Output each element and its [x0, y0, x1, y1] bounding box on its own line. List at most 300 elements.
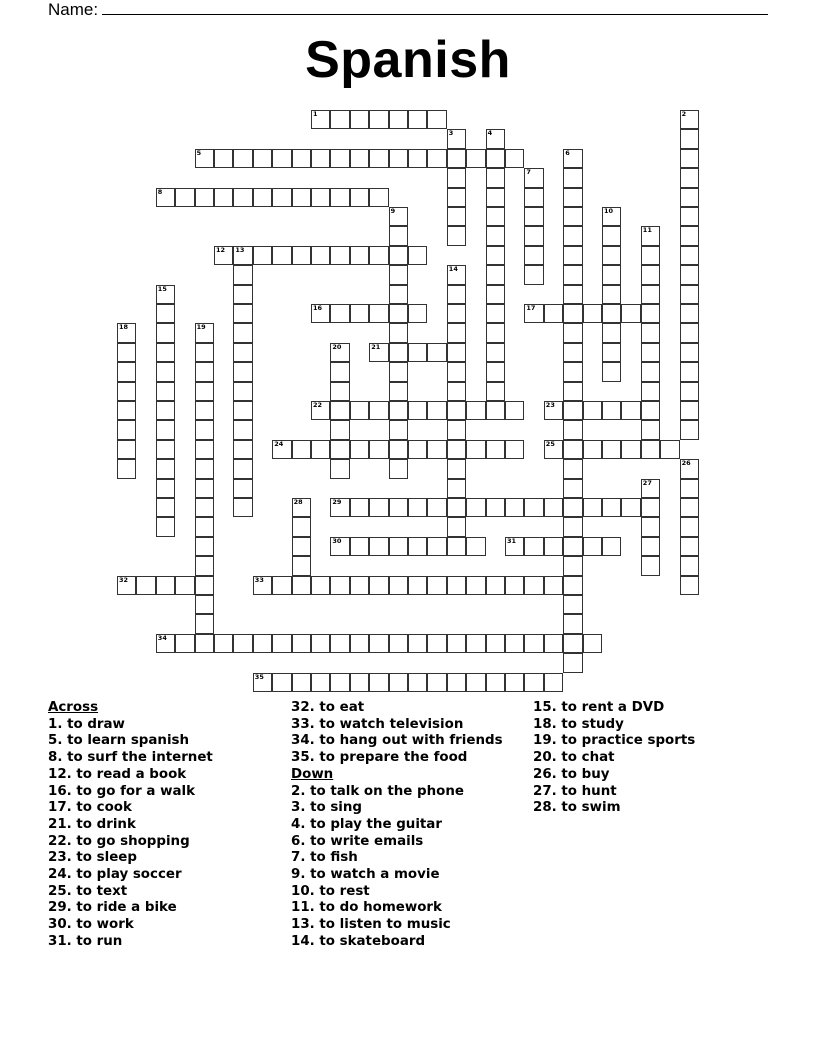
grid-cell[interactable]	[505, 634, 524, 653]
grid-cell[interactable]	[233, 362, 252, 381]
grid-cell[interactable]	[195, 537, 214, 556]
grid-cell[interactable]	[117, 382, 136, 401]
grid-cell[interactable]	[621, 498, 640, 517]
grid-cell[interactable]	[195, 440, 214, 459]
grid-cell[interactable]	[602, 207, 621, 226]
grid-cell[interactable]	[389, 459, 408, 478]
grid-cell[interactable]	[486, 634, 505, 653]
grid-cell[interactable]	[486, 498, 505, 517]
grid-cell[interactable]	[486, 304, 505, 323]
grid-cell[interactable]	[680, 168, 699, 187]
grid-cell[interactable]	[486, 382, 505, 401]
grid-cell[interactable]	[680, 479, 699, 498]
grid-cell[interactable]	[156, 285, 175, 304]
grid-cell[interactable]	[563, 304, 582, 323]
grid-cell[interactable]	[524, 265, 543, 284]
grid-cell[interactable]	[602, 323, 621, 342]
grid-cell[interactable]	[389, 343, 408, 362]
grid-cell[interactable]	[563, 285, 582, 304]
grid-cell[interactable]	[369, 537, 388, 556]
grid-cell[interactable]	[486, 576, 505, 595]
grid-cell[interactable]	[389, 673, 408, 692]
grid-cell[interactable]	[369, 401, 388, 420]
grid-cell[interactable]	[427, 440, 446, 459]
grid-cell[interactable]	[486, 207, 505, 226]
grid-cell[interactable]	[563, 517, 582, 536]
grid-cell[interactable]	[408, 343, 427, 362]
grid-cell[interactable]	[486, 323, 505, 342]
grid-cell[interactable]	[195, 498, 214, 517]
grid-cell[interactable]	[544, 304, 563, 323]
grid-cell[interactable]	[427, 498, 446, 517]
grid-cell[interactable]	[292, 517, 311, 536]
grid-cell[interactable]	[330, 401, 349, 420]
grid-cell[interactable]	[447, 188, 466, 207]
grid-cell[interactable]	[641, 556, 660, 575]
grid-cell[interactable]	[233, 634, 252, 653]
grid-cell[interactable]	[214, 246, 233, 265]
grid-cell[interactable]	[602, 304, 621, 323]
grid-cell[interactable]	[641, 343, 660, 362]
grid-cell[interactable]	[505, 537, 524, 556]
grid-cell[interactable]	[641, 246, 660, 265]
grid-cell[interactable]	[175, 634, 194, 653]
grid-cell[interactable]	[563, 440, 582, 459]
grid-cell[interactable]	[641, 401, 660, 420]
grid-cell[interactable]	[563, 420, 582, 439]
grid-cell[interactable]	[272, 149, 291, 168]
grid-cell[interactable]	[350, 246, 369, 265]
grid-cell[interactable]	[350, 188, 369, 207]
grid-cell[interactable]	[427, 673, 446, 692]
grid-cell[interactable]	[330, 673, 349, 692]
grid-cell[interactable]	[680, 149, 699, 168]
grid-cell[interactable]	[641, 517, 660, 536]
grid-cell[interactable]	[486, 246, 505, 265]
grid-cell[interactable]	[350, 576, 369, 595]
grid-cell[interactable]	[253, 673, 272, 692]
grid-cell[interactable]	[389, 537, 408, 556]
grid-cell[interactable]	[330, 459, 349, 478]
grid-cell[interactable]	[524, 537, 543, 556]
grid-cell[interactable]	[447, 440, 466, 459]
grid-cell[interactable]	[602, 537, 621, 556]
grid-cell[interactable]	[117, 576, 136, 595]
grid-cell[interactable]	[195, 362, 214, 381]
grid-cell[interactable]	[486, 129, 505, 148]
grid-cell[interactable]	[330, 382, 349, 401]
grid-cell[interactable]	[466, 537, 485, 556]
grid-cell[interactable]	[389, 440, 408, 459]
grid-cell[interactable]	[369, 110, 388, 129]
grid-cell[interactable]	[350, 110, 369, 129]
grid-cell[interactable]	[253, 246, 272, 265]
grid-cell[interactable]	[156, 188, 175, 207]
grid-cell[interactable]	[272, 673, 291, 692]
grid-cell[interactable]	[330, 304, 349, 323]
grid-cell[interactable]	[233, 188, 252, 207]
grid-cell[interactable]	[233, 498, 252, 517]
grid-cell[interactable]	[466, 673, 485, 692]
grid-cell[interactable]	[408, 634, 427, 653]
grid-cell[interactable]	[233, 323, 252, 342]
grid-cell[interactable]	[486, 149, 505, 168]
grid-cell[interactable]	[330, 576, 349, 595]
grid-cell[interactable]	[272, 188, 291, 207]
grid-cell[interactable]	[369, 149, 388, 168]
grid-cell[interactable]	[641, 479, 660, 498]
grid-cell[interactable]	[389, 285, 408, 304]
grid-cell[interactable]	[447, 343, 466, 362]
grid-cell[interactable]	[233, 304, 252, 323]
grid-cell[interactable]	[427, 149, 446, 168]
grid-cell[interactable]	[680, 420, 699, 439]
grid-cell[interactable]	[466, 576, 485, 595]
grid-cell[interactable]	[292, 498, 311, 517]
grid-cell[interactable]	[505, 440, 524, 459]
grid-cell[interactable]	[330, 362, 349, 381]
grid-cell[interactable]	[563, 362, 582, 381]
grid-cell[interactable]	[563, 614, 582, 633]
grid-cell[interactable]	[156, 440, 175, 459]
grid-cell[interactable]	[583, 498, 602, 517]
grid-cell[interactable]	[680, 401, 699, 420]
grid-cell[interactable]	[563, 595, 582, 614]
grid-cell[interactable]	[330, 498, 349, 517]
grid-cell[interactable]	[389, 110, 408, 129]
grid-cell[interactable]	[389, 420, 408, 439]
grid-cell[interactable]	[389, 498, 408, 517]
grid-cell[interactable]	[602, 343, 621, 362]
grid-cell[interactable]	[233, 459, 252, 478]
grid-cell[interactable]	[156, 362, 175, 381]
grid-cell[interactable]	[389, 401, 408, 420]
grid-cell[interactable]	[156, 343, 175, 362]
grid-cell[interactable]	[447, 168, 466, 187]
grid-cell[interactable]	[680, 226, 699, 245]
grid-cell[interactable]	[350, 149, 369, 168]
grid-cell[interactable]	[214, 634, 233, 653]
grid-cell[interactable]	[447, 517, 466, 536]
grid-cell[interactable]	[563, 246, 582, 265]
grid-cell[interactable]	[369, 304, 388, 323]
grid-cell[interactable]	[330, 149, 349, 168]
grid-cell[interactable]	[195, 614, 214, 633]
grid-cell[interactable]	[311, 188, 330, 207]
grid-cell[interactable]	[175, 188, 194, 207]
grid-cell[interactable]	[389, 304, 408, 323]
grid-cell[interactable]	[583, 304, 602, 323]
grid-cell[interactable]	[156, 517, 175, 536]
grid-cell[interactable]	[680, 110, 699, 129]
grid-cell[interactable]	[408, 673, 427, 692]
grid-cell[interactable]	[524, 304, 543, 323]
grid-cell[interactable]	[524, 576, 543, 595]
grid-cell[interactable]	[505, 401, 524, 420]
grid-cell[interactable]	[389, 246, 408, 265]
grid-cell[interactable]	[583, 440, 602, 459]
grid-cell[interactable]	[563, 537, 582, 556]
grid-cell[interactable]	[563, 556, 582, 575]
grid-cell[interactable]	[195, 188, 214, 207]
grid-cell[interactable]	[680, 517, 699, 536]
grid-cell[interactable]	[369, 634, 388, 653]
grid-cell[interactable]	[233, 440, 252, 459]
grid-cell[interactable]	[563, 634, 582, 653]
grid-cell[interactable]	[156, 401, 175, 420]
grid-cell[interactable]	[330, 634, 349, 653]
grid-cell[interactable]	[195, 323, 214, 342]
grid-cell[interactable]	[195, 576, 214, 595]
grid-cell[interactable]	[447, 226, 466, 245]
grid-cell[interactable]	[292, 246, 311, 265]
grid-cell[interactable]	[311, 634, 330, 653]
grid-cell[interactable]	[466, 498, 485, 517]
grid-cell[interactable]	[408, 440, 427, 459]
grid-cell[interactable]	[272, 576, 291, 595]
grid-cell[interactable]	[602, 362, 621, 381]
grid-cell[interactable]	[583, 537, 602, 556]
grid-cell[interactable]	[524, 168, 543, 187]
grid-cell[interactable]	[253, 149, 272, 168]
grid-cell[interactable]	[195, 420, 214, 439]
grid-cell[interactable]	[427, 576, 446, 595]
grid-cell[interactable]	[447, 576, 466, 595]
grid-cell[interactable]	[389, 634, 408, 653]
grid-cell[interactable]	[292, 673, 311, 692]
grid-cell[interactable]	[195, 634, 214, 653]
grid-cell[interactable]	[447, 459, 466, 478]
grid-cell[interactable]	[680, 556, 699, 575]
grid-cell[interactable]	[350, 440, 369, 459]
grid-cell[interactable]	[563, 226, 582, 245]
grid-cell[interactable]	[427, 110, 446, 129]
grid-cell[interactable]	[563, 653, 582, 672]
grid-cell[interactable]	[680, 498, 699, 517]
grid-cell[interactable]	[253, 576, 272, 595]
grid-cell[interactable]	[544, 673, 563, 692]
grid-cell[interactable]	[117, 440, 136, 459]
grid-cell[interactable]	[486, 188, 505, 207]
grid-cell[interactable]	[350, 401, 369, 420]
grid-cell[interactable]	[544, 576, 563, 595]
grid-cell[interactable]	[680, 207, 699, 226]
grid-cell[interactable]	[447, 304, 466, 323]
grid-cell[interactable]	[583, 401, 602, 420]
grid-cell[interactable]	[466, 401, 485, 420]
grid-cell[interactable]	[563, 382, 582, 401]
grid-cell[interactable]	[233, 246, 252, 265]
grid-cell[interactable]	[447, 149, 466, 168]
grid-cell[interactable]	[350, 498, 369, 517]
grid-cell[interactable]	[175, 576, 194, 595]
grid-cell[interactable]	[486, 362, 505, 381]
grid-cell[interactable]	[563, 459, 582, 478]
grid-cell[interactable]	[680, 537, 699, 556]
grid-cell[interactable]	[233, 401, 252, 420]
grid-cell[interactable]	[563, 498, 582, 517]
grid-cell[interactable]	[660, 440, 679, 459]
grid-cell[interactable]	[602, 401, 621, 420]
grid-cell[interactable]	[602, 498, 621, 517]
grid-cell[interactable]	[602, 440, 621, 459]
grid-cell[interactable]	[466, 149, 485, 168]
grid-cell[interactable]	[156, 479, 175, 498]
grid-cell[interactable]	[311, 440, 330, 459]
grid-cell[interactable]	[641, 285, 660, 304]
grid-cell[interactable]	[447, 479, 466, 498]
grid-cell[interactable]	[156, 634, 175, 653]
grid-cell[interactable]	[524, 188, 543, 207]
grid-cell[interactable]	[680, 304, 699, 323]
grid-cell[interactable]	[680, 129, 699, 148]
grid-cell[interactable]	[447, 129, 466, 148]
grid-cell[interactable]	[544, 537, 563, 556]
grid-cell[interactable]	[641, 382, 660, 401]
grid-cell[interactable]	[486, 440, 505, 459]
grid-cell[interactable]	[272, 246, 291, 265]
grid-cell[interactable]	[195, 595, 214, 614]
grid-cell[interactable]	[233, 382, 252, 401]
grid-cell[interactable]	[486, 343, 505, 362]
grid-cell[interactable]	[233, 149, 252, 168]
grid-cell[interactable]	[641, 440, 660, 459]
grid-cell[interactable]	[524, 634, 543, 653]
grid-cell[interactable]	[563, 576, 582, 595]
grid-cell[interactable]	[233, 285, 252, 304]
grid-cell[interactable]	[427, 343, 446, 362]
grid-cell[interactable]	[602, 226, 621, 245]
grid-cell[interactable]	[524, 673, 543, 692]
grid-cell[interactable]	[602, 246, 621, 265]
grid-cell[interactable]	[214, 188, 233, 207]
grid-cell[interactable]	[427, 537, 446, 556]
grid-cell[interactable]	[117, 420, 136, 439]
grid-cell[interactable]	[156, 420, 175, 439]
grid-cell[interactable]	[389, 362, 408, 381]
grid-cell[interactable]	[117, 323, 136, 342]
grid-cell[interactable]	[447, 498, 466, 517]
grid-cell[interactable]	[447, 207, 466, 226]
grid-cell[interactable]	[195, 479, 214, 498]
grid-cell[interactable]	[389, 207, 408, 226]
grid-cell[interactable]	[563, 323, 582, 342]
grid-cell[interactable]	[117, 343, 136, 362]
grid-cell[interactable]	[486, 401, 505, 420]
grid-cell[interactable]	[195, 382, 214, 401]
grid-cell[interactable]	[505, 498, 524, 517]
grid-cell[interactable]	[544, 634, 563, 653]
grid-cell[interactable]	[311, 673, 330, 692]
grid-cell[interactable]	[408, 576, 427, 595]
grid-cell[interactable]	[369, 188, 388, 207]
grid-cell[interactable]	[117, 459, 136, 478]
grid-cell[interactable]	[680, 246, 699, 265]
grid-cell[interactable]	[330, 440, 349, 459]
grid-cell[interactable]	[427, 634, 446, 653]
grid-cell[interactable]	[427, 401, 446, 420]
grid-cell[interactable]	[408, 149, 427, 168]
grid-cell[interactable]	[311, 576, 330, 595]
grid-cell[interactable]	[563, 149, 582, 168]
grid-cell[interactable]	[486, 673, 505, 692]
grid-cell[interactable]	[447, 382, 466, 401]
grid-cell[interactable]	[544, 401, 563, 420]
grid-cell[interactable]	[486, 226, 505, 245]
grid-cell[interactable]	[311, 401, 330, 420]
grid-cell[interactable]	[524, 498, 543, 517]
grid-cell[interactable]	[408, 401, 427, 420]
grid-cell[interactable]	[330, 343, 349, 362]
grid-cell[interactable]	[466, 634, 485, 653]
grid-cell[interactable]	[369, 498, 388, 517]
grid-cell[interactable]	[350, 634, 369, 653]
grid-cell[interactable]	[680, 285, 699, 304]
grid-cell[interactable]	[156, 459, 175, 478]
grid-cell[interactable]	[563, 479, 582, 498]
grid-cell[interactable]	[486, 285, 505, 304]
grid-cell[interactable]	[621, 401, 640, 420]
grid-cell[interactable]	[447, 285, 466, 304]
grid-cell[interactable]	[233, 420, 252, 439]
grid-cell[interactable]	[641, 304, 660, 323]
grid-cell[interactable]	[680, 362, 699, 381]
grid-cell[interactable]	[350, 673, 369, 692]
grid-cell[interactable]	[330, 420, 349, 439]
grid-cell[interactable]	[641, 226, 660, 245]
grid-cell[interactable]	[369, 246, 388, 265]
grid-cell[interactable]	[563, 265, 582, 284]
grid-cell[interactable]	[389, 226, 408, 245]
grid-cell[interactable]	[253, 634, 272, 653]
grid-cell[interactable]	[272, 634, 291, 653]
grid-cell[interactable]	[369, 576, 388, 595]
grid-cell[interactable]	[447, 673, 466, 692]
grid-cell[interactable]	[156, 304, 175, 323]
grid-cell[interactable]	[563, 343, 582, 362]
grid-cell[interactable]	[369, 343, 388, 362]
grid-cell[interactable]	[292, 440, 311, 459]
grid-cell[interactable]	[117, 362, 136, 381]
grid-cell[interactable]	[195, 343, 214, 362]
grid-cell[interactable]	[233, 265, 252, 284]
grid-cell[interactable]	[641, 323, 660, 342]
grid-cell[interactable]	[369, 440, 388, 459]
grid-cell[interactable]	[156, 498, 175, 517]
grid-cell[interactable]	[311, 304, 330, 323]
grid-cell[interactable]	[447, 401, 466, 420]
grid-cell[interactable]	[311, 110, 330, 129]
grid-cell[interactable]	[602, 265, 621, 284]
grid-cell[interactable]	[563, 401, 582, 420]
grid-cell[interactable]	[680, 459, 699, 478]
grid-cell[interactable]	[369, 673, 388, 692]
grid-cell[interactable]	[253, 188, 272, 207]
grid-cell[interactable]	[292, 556, 311, 575]
grid-cell[interactable]	[563, 207, 582, 226]
grid-cell[interactable]	[292, 576, 311, 595]
grid-cell[interactable]	[350, 537, 369, 556]
grid-cell[interactable]	[311, 246, 330, 265]
grid-cell[interactable]	[408, 246, 427, 265]
grid-cell[interactable]	[330, 246, 349, 265]
grid-cell[interactable]	[680, 323, 699, 342]
grid-cell[interactable]	[641, 420, 660, 439]
grid-cell[interactable]	[641, 498, 660, 517]
grid-cell[interactable]	[156, 382, 175, 401]
grid-cell[interactable]	[233, 479, 252, 498]
grid-cell[interactable]	[680, 265, 699, 284]
